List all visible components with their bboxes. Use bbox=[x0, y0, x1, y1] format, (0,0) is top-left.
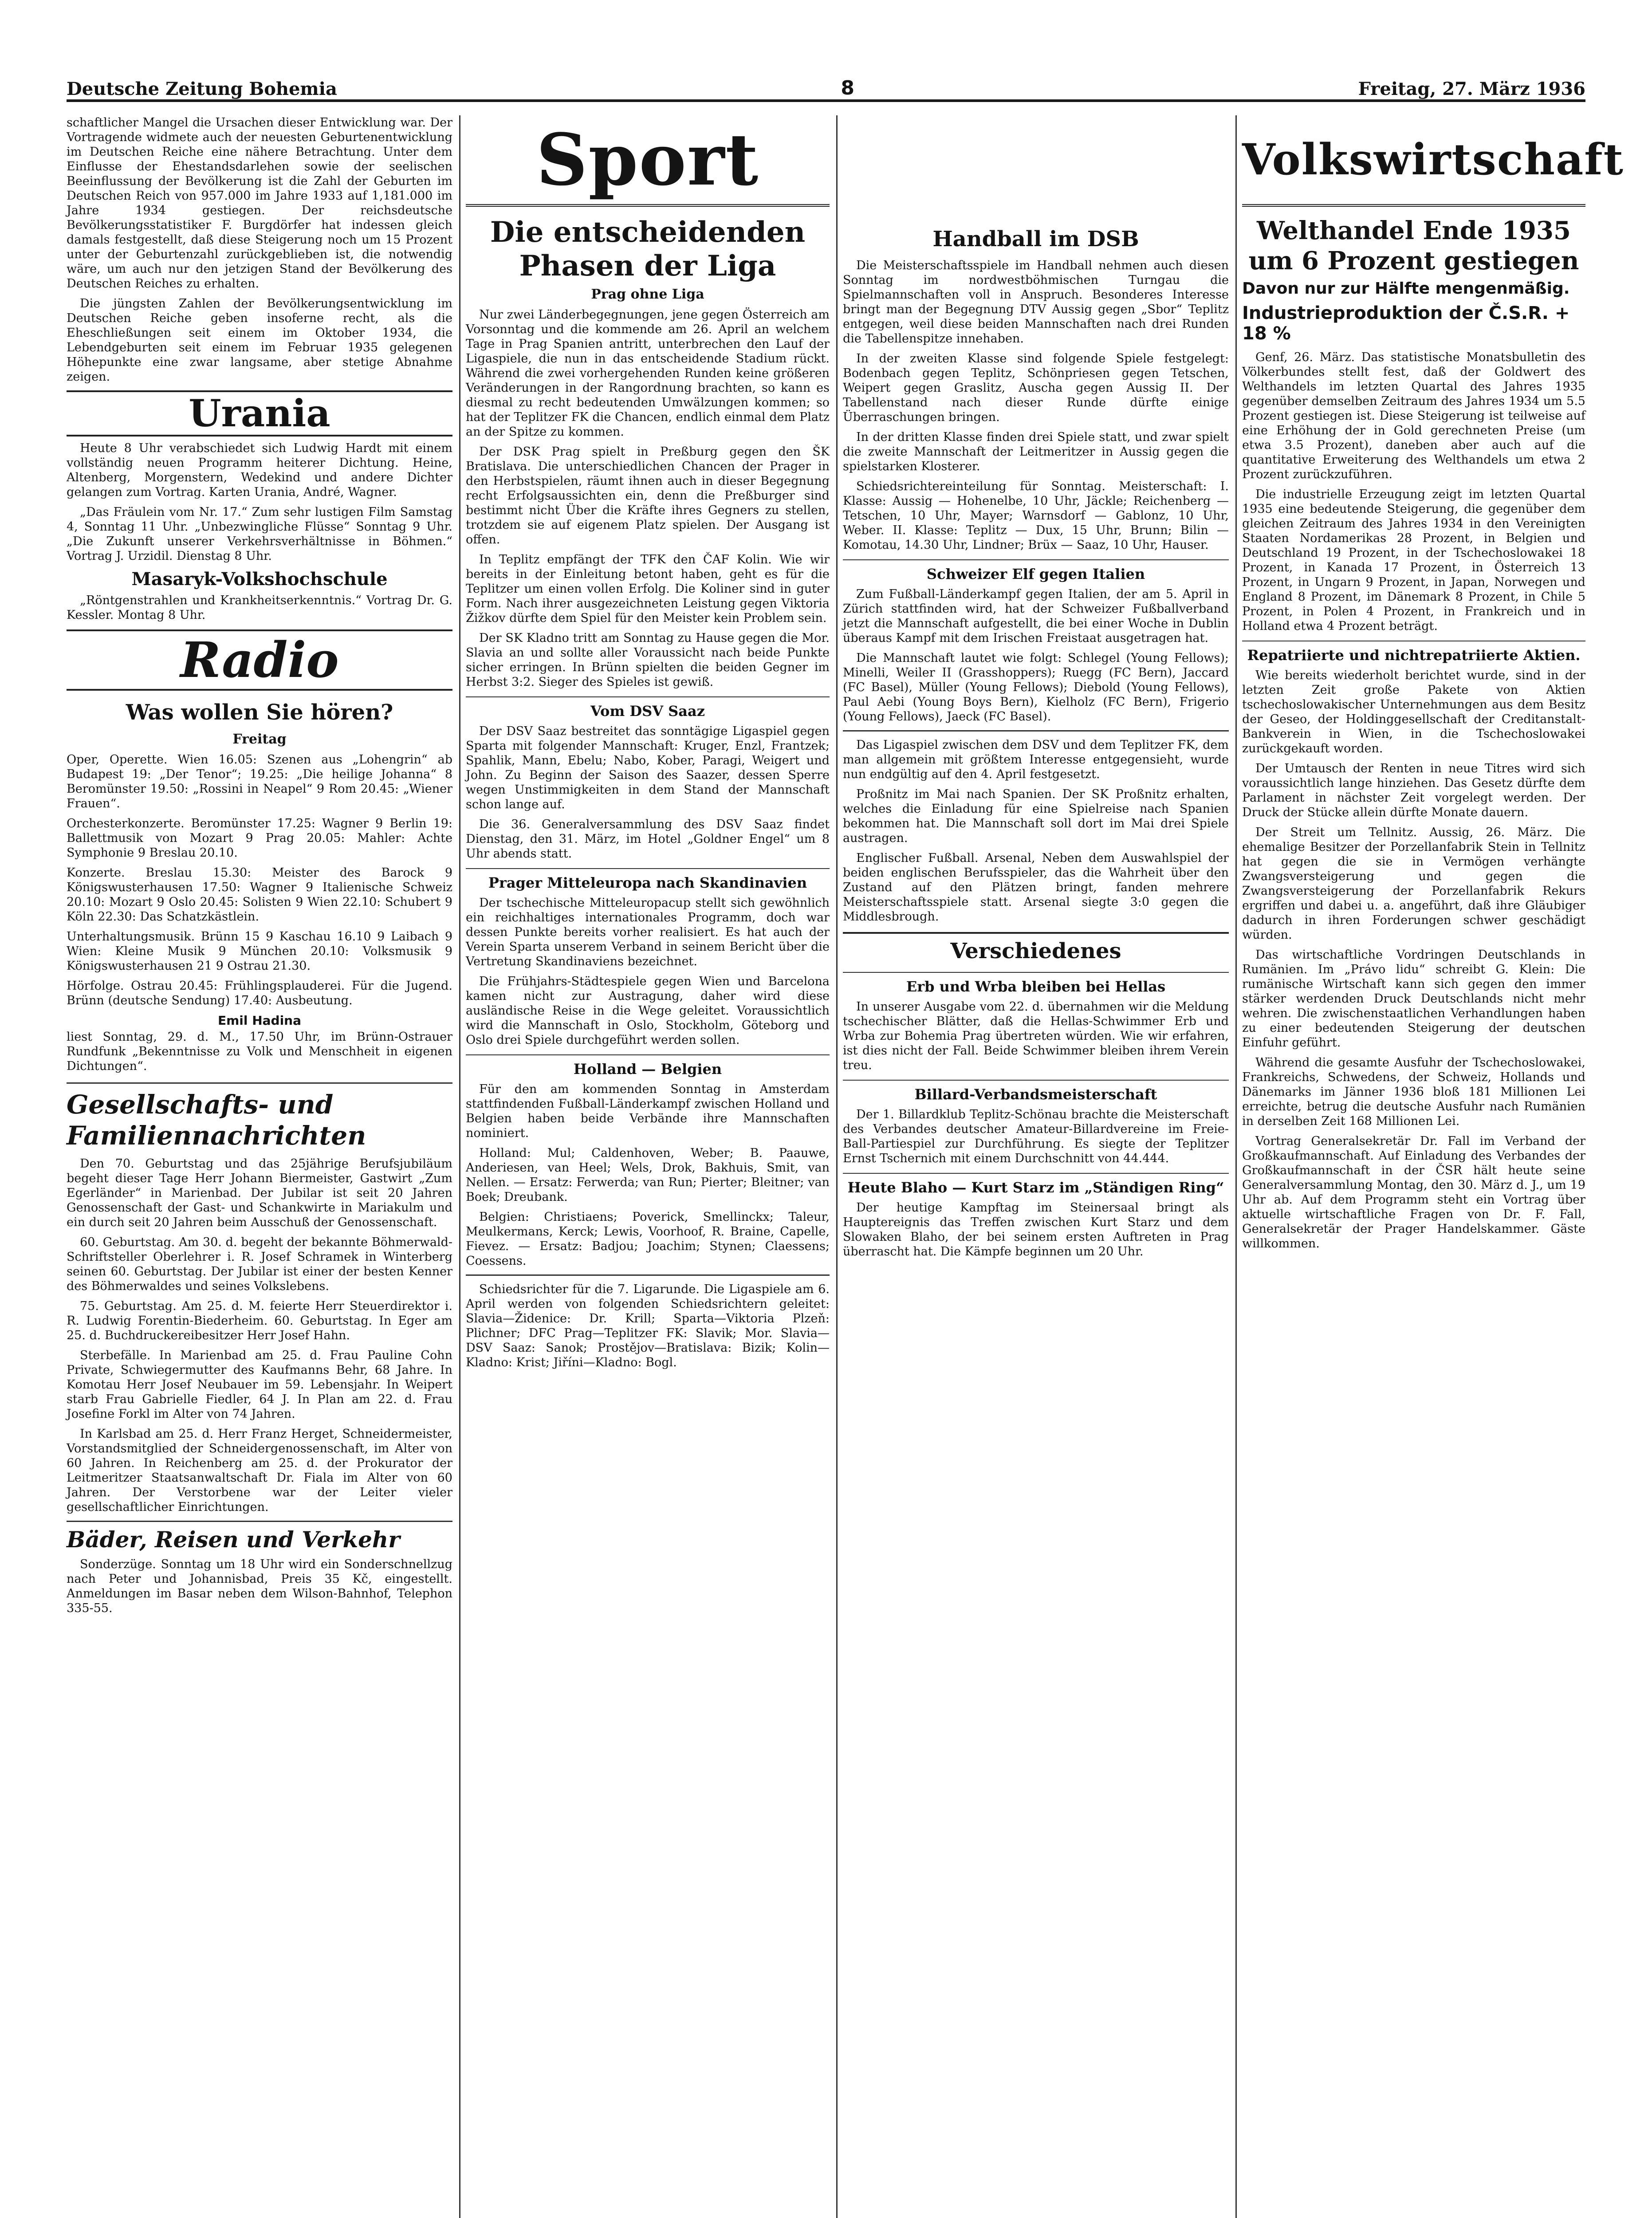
schiedsrichter-text: Schiedsrichter für die 7. Ligarunde. Die Ligaspiele am 6. April werden von folgenden Schiedsrichtern geleitet: Slavia—Židenice: Dr. Krill; Sparta—Viktoria Plzeň: Plichner; DFC Prag—Teplitzer FK: Slavik; Mor. Slavia—DSV Saaz: Sanok; Prostějov—Bratislava: Bizik; Kolin—Kladno: Krist; Jiříni—Kladno: Bogl. bbox=[466, 1282, 830, 1369]
radio-text: Orchesterkonzerte. Beromünster 17.25: Wagner 9 Berlin 19: Ballettmusik von Mozart 9 Prag 20.05: Mahler: Achte Symphonie 9 Breslau 20.10. bbox=[67, 817, 452, 860]
dsv-text: Der DSV Saaz bestreitet das sonntägige Ligaspiel gegen Sparta mit folgender Mannschaft: Kruger, Enzl, Frantzek; Spahlik, Mann, Ebelu; Nabo, Kober, Paragi, Weigert und John. Zu Beginn der Saison des Saazer, dessen Sperre wegen Unstimmigkeiten in dem Stand der Mannschaft schon lange auf. bbox=[466, 724, 830, 811]
industrie-statline: Industrieproduktion der Č.S.R. + 18 % bbox=[1242, 303, 1570, 344]
column-divider bbox=[459, 115, 460, 2218]
radio-text: Hörfolge. Ostrau 20.45: Frühlingsplauderei. Für die Jugend. Brünn (deutsche Sendung) 17.40: Ausbeutung. bbox=[67, 979, 452, 1007]
liga-subheading: Prag ohne Liga bbox=[591, 287, 704, 302]
holland-text: Für den am kommenden Sonntag in Amsterdam stattfindenden Fußball-Länderkampf zwischen Holland und Belgien haben beide Verbände ihre Mannschaften nominiert. bbox=[466, 1082, 830, 1140]
divider bbox=[843, 730, 1229, 731]
schweiz-text: Die Mannschaft lautet wie folgt: Schlegel (Young Fellows); Minelli, Weiler II (Grasshoppers); Ruegg (FC Bern), Jaccard (FC Basel), Müller (Young Fellows); Diebold (Young Fellows), Paul Aebi (Young Boys Bern), Kielholz (FC Bern), Frigerio (Young Fellows), Jaeck (FC Basel). bbox=[843, 651, 1229, 724]
masthead: Deutsche Zeitung Bohemia bbox=[67, 79, 337, 99]
baeder-text: Sonderzüge. Sonntag um 18 Uhr wird ein Sonderschnellzug nach Peter und Johannisbad, Preis 35 Kč, eingestellt. Anmeldungen im Basar neben dem Wilson-Bahnhof, Telephon 335-55. bbox=[67, 1557, 452, 1615]
urania-text: „Das Fräulein vom Nr. 17.“ Zum sehr lustigen Film Samstag 4, Sonntag 11 Uhr. „Unbezwingliche Flüsse“ Sonntag 9 Uhr. „Die Zukunft unserer Verkehrsverhältnisse in Böhmen.“ Vortrag J. Urzidil. Dienstag 8 Uhr. bbox=[67, 505, 452, 563]
urania-text: Heute 8 Uhr verabschiedet sich Ludwig Hardt mit einem vollständig neuen Programm heiterer Dichtung. Heine, Altenberg, Morgenstern, Wedekind und andere Dichter gelangen zum Vortrag. Karten Urania, André, Wagner. bbox=[67, 441, 452, 499]
emil-text: liest Sonntag, 29. d. M., 17.50 Uhr, im Brünn-Ostrauer Rundfunk „Bekenntnisse zu Volk und Menschheit in eigenen Dichtungen“. bbox=[67, 1030, 452, 1073]
gesellschaft-text: 60. Geburtstag. Am 30. d. begeht der bekannte Böhmerwald-Schriftsteller Oberlehrer i. R. Josef Schramek in Winterberg seinen 60. Geburtstag. Der Jubilar ist einer der besten Kenner des Böhmerwaldes und seines Volkslebens. bbox=[67, 1235, 452, 1293]
repatri-text: Wie bereits wiederholt berichtet wurde, sind in der letzten Zeit große Pakete von Aktien tschechoslowakischer Unternehmungen aus dem Besitz der Geseo, der Holdinggesellschaft der Creditanstalt-Bankverein in Wien, in die Tschechoslowakei zurückgekauft worden. bbox=[1242, 669, 1585, 755]
baeder-heading: Bäder, Reisen und Verkehr bbox=[67, 1521, 452, 1553]
mitteleuropa-text: Der tschechische Mitteleuropacup stellt sich gewöhnlich ein reichhaltiges internationales Programm, doch war dessen Punkte bereits vorher realisiert. Es hat auch der Verein Sparta unserem Verband in seinem Bericht über die Vertretung Skandinaviens bezeichnet. bbox=[466, 896, 830, 968]
page-number: 8 bbox=[841, 77, 855, 99]
spacer bbox=[843, 115, 1229, 217]
schweiz-heading: Schweizer Elf gegen Italien bbox=[843, 559, 1229, 583]
emil-name: Emil Hadina bbox=[217, 1013, 302, 1028]
handball-text: In der zweiten Klasse sind folgende Spiele festgelegt: Bodenbach gegen Teplitz, Schönpriesen gegen Tetschen, Weipert gegen Graslitz, Auscha gegen Aussig II. Der Tabellenstand nach dieser Runde dürfte einige Überraschungen bringen. bbox=[843, 352, 1229, 424]
column-4 bbox=[1242, 115, 1624, 2218]
ligaspiel-text: Das Ligaspiel zwischen dem DSV und dem Teplitzer FK, dem man allgemein mit größtem Interesse entgegensieht, wurde nun endgültig auf den 4. April festgesetzt. bbox=[843, 738, 1229, 781]
tellnitz-text: Der Streit um Tellnitz. Aussig, 26. März. Die ehemalige Besitzer der Porzellanfabrik Stein in Tellnitz hat gegen die sie in Vermögen verhängte Zwangsversteigerung und gegen die Zwangsversteigerung der Porzellanfabrik Rekurs ergriffen und dabei u. a. angeführt, daß ihre Gläubiger dadurch in ihren Forderungen schwer geschädigt würden. bbox=[1242, 826, 1585, 942]
radio-subheading: Was wollen Sie hören? bbox=[126, 700, 393, 725]
holland-heading: Holland — Belgien bbox=[466, 1054, 830, 1078]
masaryk-text: „Röntgenstrahlen und Krankheitserkenntnis.“ Vortrag Dr. G. Kessler. Montag 8 Uhr. bbox=[67, 594, 452, 622]
sport-section-title: Sport bbox=[466, 115, 830, 207]
column-2 bbox=[466, 115, 830, 2218]
liga-text: In Teplitz empfängt der TFK den ČAF Kolin. Wie wir bereits in der Einleitung betont haben, geht es für die Teplitzer um einen vollen Erfolg. Die Koliner sind in guter Form. Nach ihrer ausgezeichneten Leistung gegen Viktoria Žižkov dürfte dem Spiel für den Meister kein Problem sein. bbox=[466, 553, 830, 625]
liga-text: Der SK Kladno tritt am Sonntag zu Hause gegen die Mor. Slavia an und sollte aller Voraussicht nach beide Punkte sicher erringen. In Brünn spielten die beiden Gegner im Herbst 3:2. Sieger des Spieles ist gewiß. bbox=[466, 631, 830, 689]
column-3 bbox=[843, 115, 1229, 2218]
vortrag-text: Vortrag Generalsekretär Dr. Fall im Verband der Großkaufmannschaft. Auf Einladung des Verbandes der Großkaufmannschaft in der ČSR hält heute seine Generalversammlung Montag, den 30. März d. J., um 19 Uhr ab. Auf dem Programm steht ein Vortrag über aktuelle wirtschaftliche Fragen von Dr. F. Fall, Generalsekretär der Prager Handelskammer. Gäste willkommen. bbox=[1242, 1134, 1585, 1251]
gesellschaft-text: Sterbefälle. In Marienbad am 25. d. Frau Pauline Cohn Private, Schwiegermutter des Kaufmanns Behr, 68 Jahre. In Komotau Herr Josef Neubauer im 59. Lebensjahr. In Weipert starb Frau Gabrielle Fiedler, 64 J. In Plan am 22. d. Frau Josefine Forkl im Alter von 74 Jahren. bbox=[67, 1349, 452, 1421]
handball-text: In der dritten Klasse finden drei Spiele statt, und zwar spielt die zweite Mannschaft der Leitmeritzer in Aussig gegen die spielstarken Klosterer. bbox=[843, 430, 1229, 473]
blaho-text: Der heutige Kampftag im Steinersaal bringt als Hauptereignis das Treffen zwischen Kurt Starz und dem Slowaken Blaho, der bei seinem ersten Auftreten in Prag überrascht hat. Die Kämpfe beginnen um 20 Uhr. bbox=[843, 1201, 1229, 1258]
liga-heading: Die entscheidenden Phasen der Liga bbox=[490, 216, 806, 283]
radio-text: Konzerte. Breslau 15.30: Meister des Barock 9 Königswusterhausen 17.50: Wagner 9 Italienische Schweiz 20.10: Mozart 9 Oslo 20.45: Solisten 9 Wien 22.10: Schubert 9 Köln 22.30: Das Schatzkästlein. bbox=[67, 866, 452, 924]
gesellschaft-text: Den 70. Geburtstag und das 25jährige Berufsjubiläum begeht dieser Tage Herr Johann Biermeister, Gastwirt „Zum Egerländer“ in Marienbad. Der Jubilar ist seit 20 Jahren Genossenschaft der Gast- und Schankwirte in Mariakulm und ein durch seit 20 Jahren beim Ausschuß der Genossenschaft. bbox=[67, 1157, 452, 1229]
erb-heading: Erb und Wrba bleiben bei Hellas bbox=[843, 972, 1229, 996]
gesellschaft-text: 75. Geburtstag. Am 25. d. M. feierte Herr Steuerdirektor i. R. Ludwig Forentin-Biederheim. 60. Geburtstag. In Eger am 25. d. Buchdruckereibesitzer Herr Josef Hahn. bbox=[67, 1299, 452, 1342]
handball-heading: Handball im DSB bbox=[932, 227, 1139, 252]
radio-text: Unterhaltungsmusik. Brünn 15 9 Kaschau 16.10 9 Laibach 9 Wien: Kleine Musik 9 München 20.10: Volksmusik 9 Königswusterhausen 21 9 Ostrau 21.30. bbox=[67, 930, 452, 973]
urania-heading: Urania bbox=[67, 390, 452, 437]
holland-text: Holland: Mul; Caldenhoven, Weber; B. Paauwe, Anderiesen, van Heel; Wels, Drok, Bakhuis, Smit, van Nellen. — Ersatz: Ferwerda; van Run; Pierter; Bleitner; van Boek; Dreubank. bbox=[466, 1146, 830, 1204]
schweiz-text: Zum Fußball-Länderkampf gegen Italien, der am 5. April in Zürich stattfinden wird, hat der Schweizer Fußballverband jetzt die Mannschaft aufgestellt, die bei einer Woche in Dublin überaus Kampf mit dem Irischen Freistaat ausgetragen hat. bbox=[843, 587, 1229, 645]
billard-text: Der 1. Billardklub Teplitz-Schönau brachte die Meisterschaft des Verbandes deutscher Amateur-Billardvereine im Freie-Ball-Partiespiel zur Durchführung. Es siegte der Teplitzer Ernst Tschernich mit einem Durchschnitt von 44.444. bbox=[843, 1108, 1229, 1165]
renten-text: Der Umtausch der Renten in neue Titres wird sich voraussichtlich lange hinziehen. Das Gesetz dürfte dem Parlament in nächster Zeit vorgelegt werden. Der Druck der Stücke allein dürfte Monate dauern. bbox=[1242, 762, 1585, 819]
verschiedenes-heading: Verschiedenes bbox=[843, 932, 1229, 965]
welthandel-heading: Welthandel Ende 1935 um 6 Prozent gestiegen bbox=[1248, 216, 1579, 275]
rumaenien-text: Das wirtschaftliche Vordringen Deutschlands in Rumänien. Im „Právo lidu“ schreibt G. Klein: Die rumänische Wirtschaft kann sich gegen den immer stärker werdenden Druck Deutschlands nicht mehr wehren. Die zwischenstaatlichen Verhandlungen haben zu einer bedeutenden Steigerung der deutschen Einfuhr geführt. bbox=[1242, 948, 1585, 1050]
prossnitz-text: Proßnitz im Mai nach Spanien. Der SK Proßnitz erhalten, welches die Einladung für eine Spielreise nach Spanien bekommen hat. Die Mannschaft soll dort im Mai drei Spiele austragen. bbox=[843, 787, 1229, 845]
mitteleuropa-text: Die Frühjahrs-Städtespiele gegen Wien und Barcelona kamen nicht zur Austragung, daher wird diese ausländische Reise in die Wege geleitet. Voraussichtlich wird die Mannschaft in Oslo, Stockholm, Göteborg und Oslo drei Spiele durchgeführt werden sollen. bbox=[466, 975, 830, 1047]
dsv-text: Die 36. Generalversammlung des DSV Saaz findet Dienstag, den 31. März, im Hotel „Goldner Engel“ um 8 Uhr abends statt. bbox=[466, 818, 830, 861]
issue-date: Freitag, 27. März 1936 bbox=[1358, 79, 1585, 99]
column-divider bbox=[1235, 115, 1237, 2218]
arsenal-text: Englischer Fußball. Arsenal, Neben dem Auswahlspiel der beiden englischen Berufsspieler, das die Wahrheit über den Zustand auf den Plätzen bringt, fanden mehrere Meisterschaftsspiele statt. Arsenal siegte 3:0 gegen die Middlesbrough. bbox=[843, 851, 1229, 924]
article-text: Die jüngsten Zahlen der Bevölkerungsentwicklung im Deutschen Reiche geben insoferne recht, als die Eheschließungen seit einem im Oktober 1934, die Lebendgeburten seit einem im Februar 1935 gelegenen Höhepunkte eine zwar langsame, aber stetige Abnahme zeigen. bbox=[67, 297, 452, 384]
handball-text: Schiedsrichtereinteilung für Sonntag. Meisterschaft: I. Klasse: Aussig — Hohenelbe, 10 Uhr, Jäckle; Reichenberg — Tetschen, 10 Uhr, Mayer; Warnsdorf — Gablonz, 10 Uhr, Weber. II. Klasse: Teplitz — Dux, 15 Uhr, Brunn; Bilin — Komotau, 14.30 Uhr, Lindner; Brüx — Saaz, 10 Uhr, Hauser. bbox=[843, 480, 1229, 552]
welthandel-text: Genf, 26. März. Das statistische Monatsbulletin des Völkerbundes stellt fest, daß der Goldwert des Welthandels im letzten Quartal des Jahres 1935 gegenüber demselben Zeitraum des Jahres 1934 um 5.5 Prozent gestiegen ist. Diese Steigerung ist teilweise auf eine Erhöhung der in Gold gerechneten Preise (um etwa 3.5 Prozent), daneben aber auch auf die quantitative Erweiterung des Welthandels um etwa 2 Prozent zurückzuführen. bbox=[1242, 350, 1585, 481]
page-header bbox=[67, 67, 1585, 102]
masaryk-heading: Masaryk-Volkshochschule bbox=[131, 569, 388, 590]
gesellschaft-heading: Gesellschafts- und Familiennachrichten bbox=[67, 1082, 452, 1151]
radio-day: Freitag bbox=[232, 731, 287, 747]
blaho-heading: Heute Blaho — Kurt Starz im „Ständigen Ring“ bbox=[843, 1173, 1229, 1197]
welthandel-subheading: Davon nur zur Hälfte mengenmäßig. bbox=[1242, 279, 1570, 298]
gesellschaft-text: In Karlsbad am 25. d. Herr Franz Herget, Schneidermeister, Vorstandsmitglied der Schneidergenossenschaft, im Alter von 60 Jahren. In Reichenberg am 25. d. der Prokurator der Leitmeritzer Staatsanwaltschaft Dr. Fiala im Alter von 60 Jahren. Der Verstorbene war der Leiter vieler gesellschaftlicher Einrichtungen. bbox=[67, 1427, 452, 1514]
radio-text: Oper, Operette. Wien 16.05: Szenen aus „Lohengrin“ ab Budapest 19: „Der Tenor“; 19.25: „Die heilige Johanna“ 8 Beromünster 19.50: „Rossini in Neapel“ 9 Rom 20.45: „Wiener Frauen“. bbox=[67, 753, 452, 810]
divider bbox=[466, 1274, 830, 1276]
article-text: schaftlicher Mangel die Ursachen dieser Entwicklung war. Der Vortragende widmete auch der neuesten Geburtenentwicklung im Deutschen Reiche eine nähere Betrachtung. Unter dem Einflusse der Ehestandsdarlehen sowie der seelischen Beeinflussung der Bevölkerung ist die Zahl der Geburten im Deutschen Reich von 957.000 im Jahre 1933 auf 1,181.000 im Jahre 1934 gestiegen. Der reichsdeutsche Bevölkerungsstatistiker F. Burgdörfer hat indessen gleich damals festgestellt, daß diese Steigerung noch um 15 Prozent unter der Geburtenzahl zurückgeblieben ist, die notwendig wäre, um auch nur den jetzigen Stand der Bevölkerung des Deutschen Reiches zu erhalten. bbox=[67, 116, 452, 291]
liga-text: Der DSK Prag spielt in Preßburg gegen den ŠK Bratislava. Die unterschiedlichen Chancen der Prager in den Herbstspielen, räumt ihnen auch in dieser Begegnung recht Erfolgsaussichten ein, denn die Preßburger sind bestimmt nicht Über die Kräfte ihres Gegners zu stellen, trotzdem sie auf eigenem Platz spielen. Der Ausgang ist offen. bbox=[466, 445, 830, 547]
erb-text: In unserer Ausgabe vom 22. d. übernahmen wir die Meldung tschechischer Blätter, daß die Hellas-Schwimmer Erb und Wrba zur Bohemia Prag übertreten würden. Wie wir erfahren, ist dies nicht der Fall. Beide Schwimmer bleiben ihrem Verein treu. bbox=[843, 1000, 1229, 1072]
volkswirtschaft-section-title: Volkswirtschaft bbox=[1242, 115, 1585, 207]
dsv-heading: Vom DSV Saaz bbox=[466, 696, 830, 720]
welthandel-text: Die industrielle Erzeugung zeigt im letzten Quartal 1935 eine bedeutende Steigerung, die gegenüber dem gleichen Zeitraum des Jahres 1934 in den Vereinigten Staaten Nordamerikas 28 Prozent, in Belgien und Deutschland 19 Prozent, in der Tschechoslowakei 18 Prozent, in Kanada 17 Prozent, in Österreich 13 Prozent, in Ungarn 9 Prozent, in Japan, Norwegen und England 8 Prozent, im Dänemark 8 Prozent, in Chile 5 Prozent, in Polen 4 Prozent, in Frankreich und in Holland etwa 4 Prozent beträgt. bbox=[1242, 488, 1585, 633]
handball-text: Die Meisterschaftsspiele im Handball nehmen auch diesen Sonntag im nordwestböhmischen Turngau die Spielmannschaften voll in Anspruch. Besonderes Interesse bringt man der Begegnung DTV Aussig gegen „Sbor“ Teplitz entgegen, weil diese beiden Mannschaften nach drei Runden die Tabellenspitze innehaben. bbox=[843, 259, 1229, 346]
radio-heading: Radio bbox=[67, 629, 452, 691]
column-1 bbox=[67, 115, 452, 2218]
holland-text: Belgien: Christiaens; Poverick, Smellinckx; Taleur, Meulkermans, Kerck; Lewis, Voorhoof, R. Braine, Capelle, Fievez. — Ersatz: Badjou; Joachim; Stynen; Claessens; Coessens. bbox=[466, 1210, 830, 1268]
repatri-heading: Repatriierte und nichtrepatriierte Aktien. bbox=[1242, 641, 1585, 665]
liga-text: Nur zwei Länderbegegnungen, jene gegen Österreich am Vorsonntag und die kommende am 26. April an welchem Tage in Prag Spanien antritt, unterbrechen den Lauf der Ligaspiele, die nun in das entscheidende Stadium rückt. Während die zwei vorhergehenden Runden keine größeren Veränderungen in der Rangordnung brachten, so kann es diesmal zu recht bedeutenden Umwälzungen kommen; so hat der Teplitzer FK die Chancen, endlich einmal dem Platz an der Spitze zu kommen. bbox=[466, 308, 830, 439]
billard-heading: Billard-Verbandsmeisterschaft bbox=[843, 1080, 1229, 1104]
columns bbox=[67, 115, 1624, 2218]
rumaenien-text: Während die gesamte Ausfuhr der Tschechoslowakei, Frankreichs, Schwedens, der Schweiz, Hollands und Dänemarks im Jänner 1936 bloß 181 Millionen Lei erreichte, betrug die deutsche Ausfuhr nach Rumänien in derselben Zeit 168 Millionen Lei. bbox=[1242, 1056, 1585, 1128]
column-divider bbox=[836, 115, 838, 2218]
mitteleuropa-heading: Prager Mitteleuropa nach Skandinavien bbox=[466, 868, 830, 892]
